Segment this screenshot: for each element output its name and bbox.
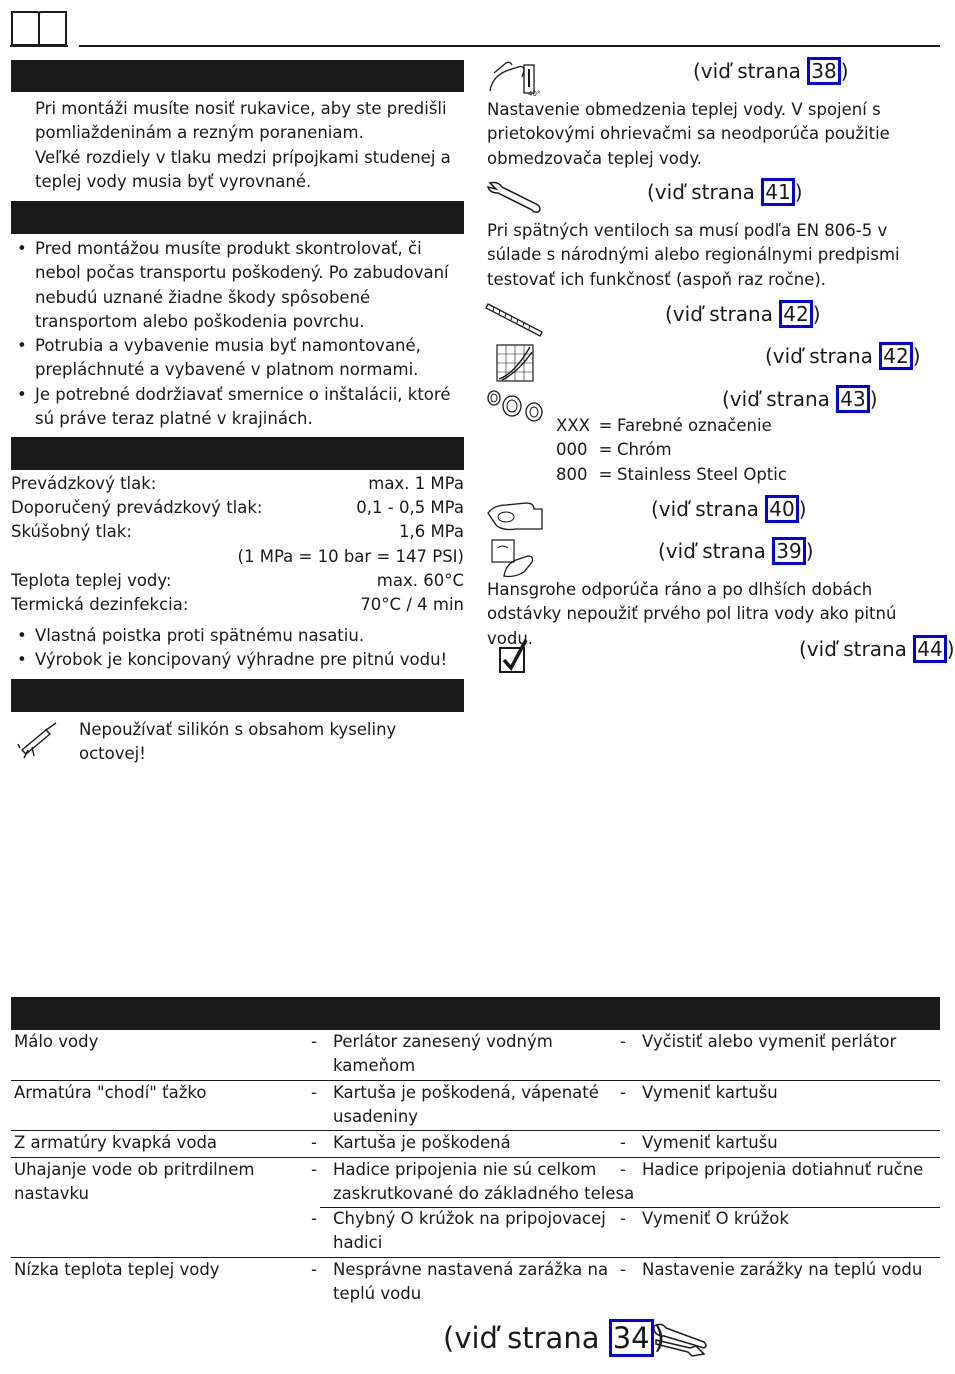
remedy-text: Vymeniť kartušu: [642, 1133, 778, 1152]
color-code: XXX: [556, 416, 590, 435]
dash: -: [620, 1133, 626, 1152]
remedy-cell: [620, 1158, 951, 1182]
fault-cell: Z armatúry kvapká voda: [14, 1133, 218, 1152]
dash: -: [311, 1209, 317, 1228]
page-link[interactable]: 40: [765, 495, 798, 523]
ref-suffix: ): [653, 1321, 665, 1355]
remedy-cell: [620, 1258, 951, 1282]
remedy-text: Vyčistiť alebo vymeniť perlátor: [642, 1032, 897, 1051]
cause-text: Kartuša je poškodená, vápenaté usadeniny: [333, 1083, 599, 1126]
color-name: Farebné označenie: [617, 416, 772, 435]
cause-text: Hadice pripojenia nie sú celkom zaskrutkované do základného telesa: [333, 1160, 635, 1203]
ref-suffix: ): [840, 59, 849, 83]
install-note: • Pred montážou musíte produkt skontrolovať, či nebol počas transportu poškodený. Po zabudovaní nebudú uznané žiadne škody spôsobené transportom alebo poškodenia povrchu.: [11, 237, 459, 334]
remedy-cell: [620, 1081, 951, 1105]
page-ref: [693, 57, 849, 85]
color-row: [556, 438, 936, 462]
table-row: [11, 1157, 940, 1208]
remedy-text: Hadice pripojenia dotiahnuť ručne: [642, 1160, 924, 1179]
page-link[interactable]: 42: [779, 300, 812, 328]
tech-bullet: • Vlastná poistka proti spätnému nasatiu.: [11, 624, 461, 648]
cause-text: Kartuša je poškodená: [333, 1133, 511, 1152]
ref-prefix: (viď strana: [658, 539, 773, 563]
cleaning-hand-icon: [486, 497, 546, 533]
fault-cell: Nízka teplota teplej vody: [14, 1260, 220, 1279]
cause-cell: [311, 1131, 638, 1155]
page-link[interactable]: 39: [772, 537, 805, 565]
table-row: [11, 1257, 940, 1308]
table-row: [11, 1030, 940, 1080]
tech-row: [11, 593, 464, 617]
remedy-text: Vymeniť O krúžok: [642, 1209, 789, 1228]
remedy-cell: [620, 1131, 951, 1155]
tech-bullets: [11, 624, 461, 673]
troubleshooting-table: [11, 1030, 940, 1310]
remedy-cell: [620, 1207, 951, 1231]
page-link[interactable]: 43: [836, 385, 869, 413]
silicone-gun-icon: [16, 720, 60, 760]
section-bar-troubleshooting: [11, 997, 940, 1030]
color-eq: =: [598, 416, 613, 435]
ref-suffix: ): [869, 387, 878, 411]
tech-row: [11, 545, 464, 569]
page-link[interactable]: 41: [761, 178, 794, 206]
tech-row: [11, 569, 464, 593]
checkbox-checked-icon: [498, 638, 530, 676]
ref-prefix: (viď strana: [665, 302, 780, 326]
dash: -: [311, 1260, 317, 1279]
fault-cell: Uhajanje vode ob pritrdilnem nastavku: [14, 1160, 255, 1203]
ref-suffix: ): [946, 637, 955, 661]
dash: -: [620, 1083, 626, 1102]
cause-text: Nesprávne nastavená zarážka na teplú vodu: [333, 1260, 609, 1303]
table-row: [11, 1130, 940, 1158]
remedy-text: Nastavenie zarážky na teplú vodu: [642, 1260, 923, 1279]
color-name: Chróm: [617, 440, 672, 460]
cause-text: Chybný O krúžok na pripojovacej hadici: [333, 1209, 606, 1252]
install-notes: [11, 237, 459, 431]
page-ref: [765, 342, 921, 370]
color-row: [556, 463, 936, 487]
cause-text: Perlátor zanesený vodným kameňom: [333, 1032, 553, 1075]
wrench-screwdriver-icon: [650, 1318, 710, 1358]
table-row: [11, 1080, 940, 1131]
cause-cell: [311, 1158, 638, 1206]
remedy-text: Vymeniť kartušu: [642, 1083, 778, 1102]
dash: -: [620, 1160, 626, 1179]
tech-row: [11, 472, 464, 496]
ref-prefix: (viď strana: [765, 344, 880, 368]
fault-cell: Armatúra "chodí" ťažko: [14, 1083, 207, 1102]
tech-value: 70°C / 4 min: [360, 595, 464, 614]
ref-suffix: ): [812, 302, 821, 326]
ref-prefix: (viď strana: [647, 180, 762, 204]
tech-value: max. 60°C: [376, 571, 464, 590]
spare-parts-icon: [486, 388, 546, 424]
page-ref: [722, 385, 878, 413]
dash: -: [620, 1032, 626, 1051]
silicone-note: Nepoužívať silikón s obsahom kyseliny octovej!: [79, 720, 397, 764]
color-eq: =: [598, 464, 613, 484]
install-note: • Je potrebné dodržiavať smernice o inštalácii, ktoré sú práve teraz platné v krajinách.: [11, 383, 459, 432]
tech-value: max. 1 MPa: [368, 474, 464, 493]
section-bar-silicone: [11, 679, 464, 712]
tech-label: Doporučený prevádzkový tlak:: [11, 498, 263, 517]
safety-text: [11, 97, 465, 194]
tech-label: Prevádzkový tlak:: [11, 474, 157, 493]
page-link[interactable]: 42: [879, 342, 912, 370]
footer-page-ref: [443, 1318, 665, 1358]
dash: -: [311, 1032, 317, 1051]
ref-suffix: ): [805, 539, 814, 563]
color-row: [556, 414, 936, 438]
cause-cell: [311, 1207, 638, 1255]
cause-cell: [311, 1081, 638, 1129]
faucet-hand-icon: [490, 538, 538, 578]
page-ref: [665, 300, 821, 328]
color-codes: [556, 414, 936, 487]
wrench-icon: [486, 179, 544, 215]
ref-prefix: (viď strana: [722, 387, 837, 411]
tech-value: 0,1 - 0,5 MPa: [356, 498, 464, 517]
ruler-icon: [486, 300, 544, 336]
tech-row: [11, 520, 464, 544]
tech-bullet: • Výrobok je koncipovaný výhradne pre pitnú vodu!: [11, 648, 461, 672]
water-text: Hansgrohe odporúča ráno a po dlhších dobách odstávky nepoužiť prvého pol litra vody ako pitnú vodu.: [487, 580, 897, 648]
fault-cell: Málo vody: [14, 1032, 99, 1051]
page-link[interactable]: 34: [609, 1319, 654, 1357]
color-name: Stainless Steel Optic: [617, 464, 787, 484]
dash: -: [311, 1160, 317, 1179]
page-ref: [647, 178, 803, 206]
tech-value: (1 MPa = 10 bar = 147 PSI): [237, 547, 464, 566]
temp-limit-text: Nastavenie obmedzenia teplej vody. V spojení s prietokovými ohrievačmi sa neodporúča použitie obmedzovača teplej vody.: [487, 100, 890, 168]
tech-label: Teplota teplej vody:: [11, 571, 172, 590]
section-bar-safety: [11, 60, 464, 92]
tech-value: 1,6 MPa: [398, 522, 464, 541]
page-ref: [651, 495, 807, 523]
tech-row: [11, 496, 464, 520]
svg-text:40°: 40°: [528, 90, 541, 98]
table-row: [11, 1207, 940, 1257]
page-link[interactable]: 38: [807, 57, 840, 85]
cause-cell: [311, 1030, 638, 1078]
remedy-cell: [620, 1030, 951, 1054]
ref-suffix: ): [794, 180, 803, 204]
ref-suffix: ): [912, 344, 921, 368]
dash: -: [311, 1133, 317, 1152]
flow-diagram-icon: [496, 344, 534, 382]
manual-book-icon: [10, 10, 68, 48]
ref-prefix: (viď strana: [443, 1321, 609, 1355]
safety-line: Pri montáži musíte nosiť rukavice, aby ste predišli pomliaždeninám a rezným poraneniam.: [35, 99, 447, 143]
section-bar-tech: [11, 437, 464, 470]
ref-prefix: (viď strana: [651, 497, 766, 521]
tech-label: Skúšobný tlak:: [11, 522, 132, 541]
dash: -: [620, 1209, 626, 1228]
valve-text: Pri spätných ventiloch sa musí podľa EN 806-5 v súlade s národnými alebo regionálnymi predpismi testovať ich funkčnosť (aspoň raz ročne).: [487, 221, 900, 289]
ref-prefix: (viď strana: [693, 59, 808, 83]
color-code: 000: [556, 440, 588, 460]
color-eq: =: [598, 440, 613, 460]
section-bar-install: [11, 201, 464, 234]
page-ref: [658, 537, 814, 565]
ref-prefix: (viď strana: [799, 637, 914, 661]
header-rule: [79, 45, 940, 47]
thermometer-hand-icon: [488, 55, 544, 97]
color-code: 800: [556, 464, 588, 484]
cause-cell: [311, 1258, 638, 1306]
ref-suffix: ): [798, 497, 807, 521]
dash: -: [620, 1260, 626, 1279]
safety-line: Veľké rozdiely v tlaku medzi prípojkami studenej a teplej vody musia byť vyrovnané.: [35, 147, 451, 191]
dash: -: [311, 1083, 317, 1102]
page-link[interactable]: 44: [913, 635, 946, 663]
install-note: • Potrubia a vybavenie musia byť namontované, prepláchnuté a vybavené v platnom normami.: [11, 334, 459, 383]
page-ref: [799, 635, 955, 663]
tech-label: Termická dezinfekcia:: [11, 595, 189, 614]
